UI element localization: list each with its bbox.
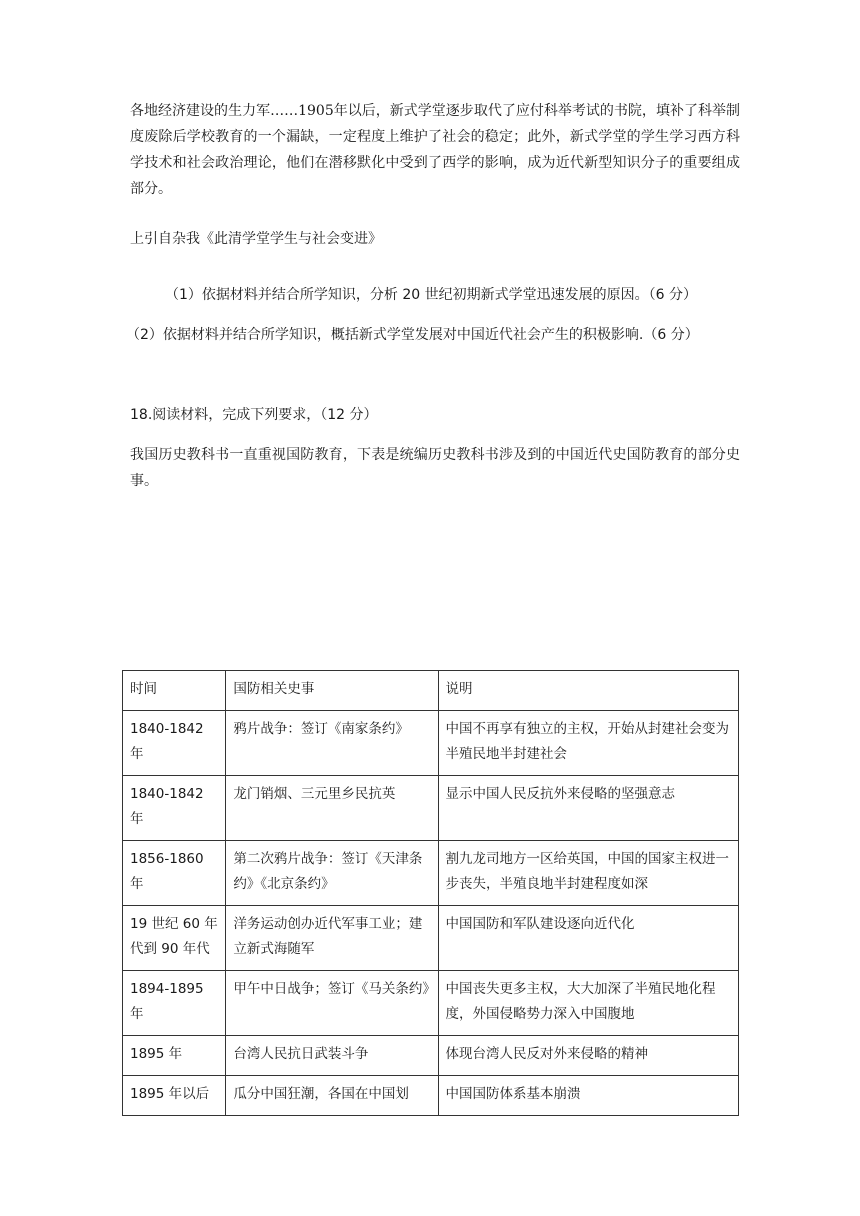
cell-note: 中国国防和军队建设逐向近代化	[438, 906, 738, 971]
history-table	[122, 670, 739, 1116]
table-row	[123, 906, 739, 971]
cell-time: 1895 年	[123, 1036, 226, 1076]
cell-event: 洋务运动创办近代军事工业；建立新式海随军	[226, 906, 438, 971]
cell-note: 割九龙司地方一区给英国，中国的国家主权进一步丧失，半殖良地半封建程度如深	[438, 841, 738, 906]
cell-event: 台湾人民抗日武装斗争	[226, 1036, 438, 1076]
cell-time: 19 世纪 60 年代到 90 年代	[123, 906, 226, 971]
cell-time: 1894-1895 年	[123, 971, 226, 1036]
question-1: （1）依据材料并结合所学知识，分析 20 世纪初期新式学堂迅速发展的原因。（6 分）	[165, 287, 697, 303]
cell-event: 第二次鸦片战争：签订《天津条约》《北京条约》	[226, 841, 438, 906]
cell-event: 甲午中日战争；签订《马关条约》	[226, 971, 438, 1036]
table-row	[123, 841, 739, 906]
cell-note: 中国丧失更多主权，大大加深了半殖民地化程度，外国侵略势力深入中国腹地	[438, 971, 738, 1036]
cell-note: 显示中国人民反抗外来侵略的坚强意志	[438, 776, 738, 841]
question-2: （2）依据材料并结合所学知识，概括新式学堂发展对中国近代社会产生的积极影响.（6 分）	[126, 327, 699, 343]
cell-note: 中国不再享有独立的主权，开始从封建社会变为半殖民地半封建社会	[438, 711, 738, 776]
cell-time: 1856-1860 年	[123, 841, 226, 906]
table-row	[123, 711, 739, 776]
cell-note: 中国国防体系基本崩溃	[438, 1076, 738, 1116]
header-event: 国防相关史事	[226, 671, 438, 711]
cell-note: 体现台湾人民反对外来侵略的精神	[438, 1036, 738, 1076]
material-source: 上引自杂我《此清学堂学生与社会变进》	[130, 231, 382, 247]
header-note: 说明	[438, 671, 738, 711]
table-row	[123, 1036, 739, 1076]
cell-event: 鸦片战争：签订《南家条约》	[226, 711, 438, 776]
cell-event: 龙门销烟、三元里乡民抗英	[226, 776, 438, 841]
cell-event: 瓜分中国狂潮，各国在中国划	[226, 1076, 438, 1116]
cell-time: 1895 年以后	[123, 1076, 226, 1116]
cell-time: 1840-1842 年	[123, 776, 226, 841]
question-18-intro: 我国历史教科书一直重视国防教育，下表是统编历史教科书涉及到的中国近代史国防教育的部分史事。	[130, 447, 740, 489]
table-row	[123, 971, 739, 1036]
question-18-heading: 18.阅读材料，完成下列要求，（12 分）	[130, 407, 378, 423]
material-paragraph: 各地经济建设的生力军……1905年以后，新式学堂逐步取代了应付科举考试的书院，填补了科举制度废除后学校教育的一个漏缺，一定程度上维护了社会的稳定；此外，新式学堂的学生学习西方科学技术和社会政治理论，他们在潜移默化中受到了西学的影响，成为近代新型知识分子的重要组成部分。	[130, 103, 740, 197]
table-header-row	[123, 671, 739, 711]
table-row	[123, 1076, 739, 1116]
table-row	[123, 776, 739, 841]
cell-time: 1840-1842 年	[123, 711, 226, 776]
header-time: 时间	[123, 671, 226, 711]
